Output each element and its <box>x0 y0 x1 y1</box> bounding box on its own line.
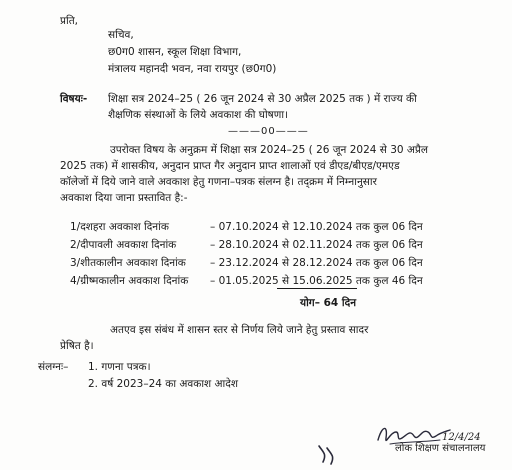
body-line-3: कॉलेजों में दिये जाने वाले अवकाश हेतु गणना–पत्रक संलग्न है। तद्क्रम में निम्नानुसार <box>60 176 377 188</box>
closing-line-2: प्रेषित है। <box>60 340 94 352</box>
signature-date: 12/4/24 <box>442 432 481 443</box>
schedule-dates: – 07.10.2024 से 12.10.2024 तक कुल 06 दिन <box>210 221 423 233</box>
subject-line-2: शैक्षणिक संस्थाओं के लिये अवकाश की घोषणा। <box>108 109 289 121</box>
schedule-item: 3/शीतकालीन अवकाश दिनांक <box>70 257 186 269</box>
total-days: योग– 64 दिन <box>300 297 357 309</box>
schedule-item: 4/ग्रीष्मकालीन अवकाश दिनांक <box>70 275 189 287</box>
address-line-1: सचिव, <box>108 29 134 41</box>
address-line-2: छ0ग0 शासन, स्कूल शिक्षा विभाग, <box>108 46 242 58</box>
schedule-dates: – 28.10.2024 से 02.11.2024 तक कुल 06 दिन <box>210 239 423 251</box>
section-separator: ———00——— <box>228 126 309 137</box>
margin-mark-icon <box>313 440 341 468</box>
body-line-1: उपरोक्त विषय के अनुक्रम में शिक्षा सत्र 2024–25 ( 26 जून 2024 से 30 अप्रैल <box>110 144 429 156</box>
schedule-item: 2/दीपावली अवकाश दिनांक <box>70 239 177 251</box>
body-line-4: अवकाश दिया जाना प्रस्तावित है:- <box>60 192 188 204</box>
address-line-3: मंत्रालय महानदी भवन, नवा रायपुर (छ0ग0) <box>108 63 277 75</box>
schedule-dates: – 23.12.2024 से 28.12.2024 तक कुल 06 दिन <box>210 257 423 269</box>
enclosure-label: संलग्नः– <box>38 361 69 373</box>
enclosure-item-1: 1. गणना पत्रक। <box>88 361 151 373</box>
schedule-item: 1/दशहरा अवकाश दिनांक <box>70 221 169 233</box>
enclosure-item-2: 2. वर्ष 2023–24 का अवकाश आदेश <box>88 378 238 390</box>
total-underline <box>277 288 357 289</box>
subject-line-1: शिक्षा सत्र 2024–25 ( 26 जून 2024 से 30 अप्रैल 2025 तक ) में राज्य की <box>108 93 417 105</box>
closing-line-1: अतएव इस संबंध में शासन स्तर से निर्णय लिये जाने हेतु प्रस्ताव सादर <box>110 324 369 336</box>
subject-label: विषयः- <box>60 93 88 105</box>
salutation-prati: प्रति, <box>60 15 79 27</box>
schedule-dates: – 01.05.2025 से 15.06.2025 तक कुल 46 दिन <box>210 275 423 287</box>
signatory-designation: लोक शिक्षण संचालनालय <box>395 443 486 454</box>
body-line-2: 2025 तक) में शासकीय, अनुदान प्राप्त गैर अनुदान प्राप्त शालाओं एवं डीएड/बीएड/एमएड <box>60 160 400 172</box>
